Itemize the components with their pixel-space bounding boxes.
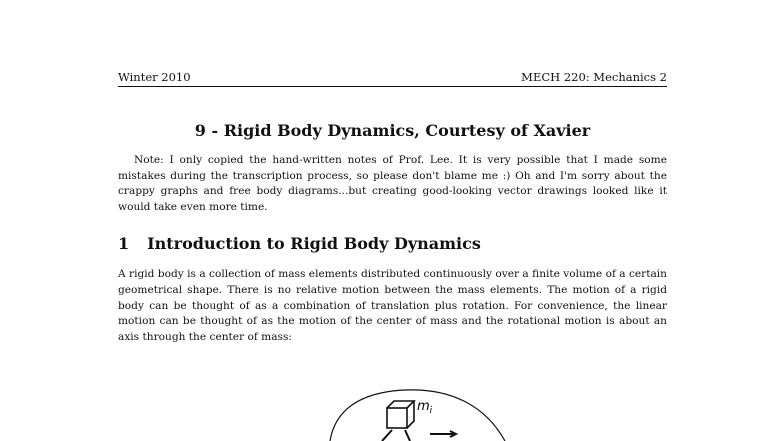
section-title: Introduction to Rigid Body Dynamics bbox=[147, 234, 481, 254]
mass-label: $m_i$ bbox=[417, 399, 433, 416]
rigid-body-sketch bbox=[300, 370, 560, 441]
page-title: 9 - Rigid Body Dynamics, Courtesy of Xavier bbox=[194, 121, 591, 140]
section-heading bbox=[118, 234, 667, 254]
motion-arrows bbox=[382, 430, 456, 441]
header-term: Winter 2010 bbox=[118, 70, 191, 84]
body-outline bbox=[330, 390, 505, 441]
intro-paragraph: A rigid body is a collection of mass elements distributed continuously over a finite volume of a certain geometrical shape. There is no relative motion between the mass elements. The motion of a rigid body can be thought of as a combination of translation plus rotation. For convenience, the linear motion can be thought of as the motion of the center of mass and the rotational motion is about an axis through the center of mass: bbox=[118, 268, 667, 343]
mass-element-cube-icon bbox=[387, 401, 414, 428]
section-number: 1 bbox=[118, 234, 130, 254]
header-course: MECH 220: Mechanics 2 bbox=[521, 70, 667, 84]
page bbox=[118, 70, 667, 345]
transcription-note: Note: I only copied the hand-written notes of Prof. Lee. It is very possible that I made some mistakes during the transcription process, so please don't blame me :) Oh and I'm sorry about the crappy graphs and free body diagrams...but creating good-looking vector drawings looked like it would take even more time. bbox=[118, 154, 667, 213]
running-header bbox=[118, 70, 667, 87]
